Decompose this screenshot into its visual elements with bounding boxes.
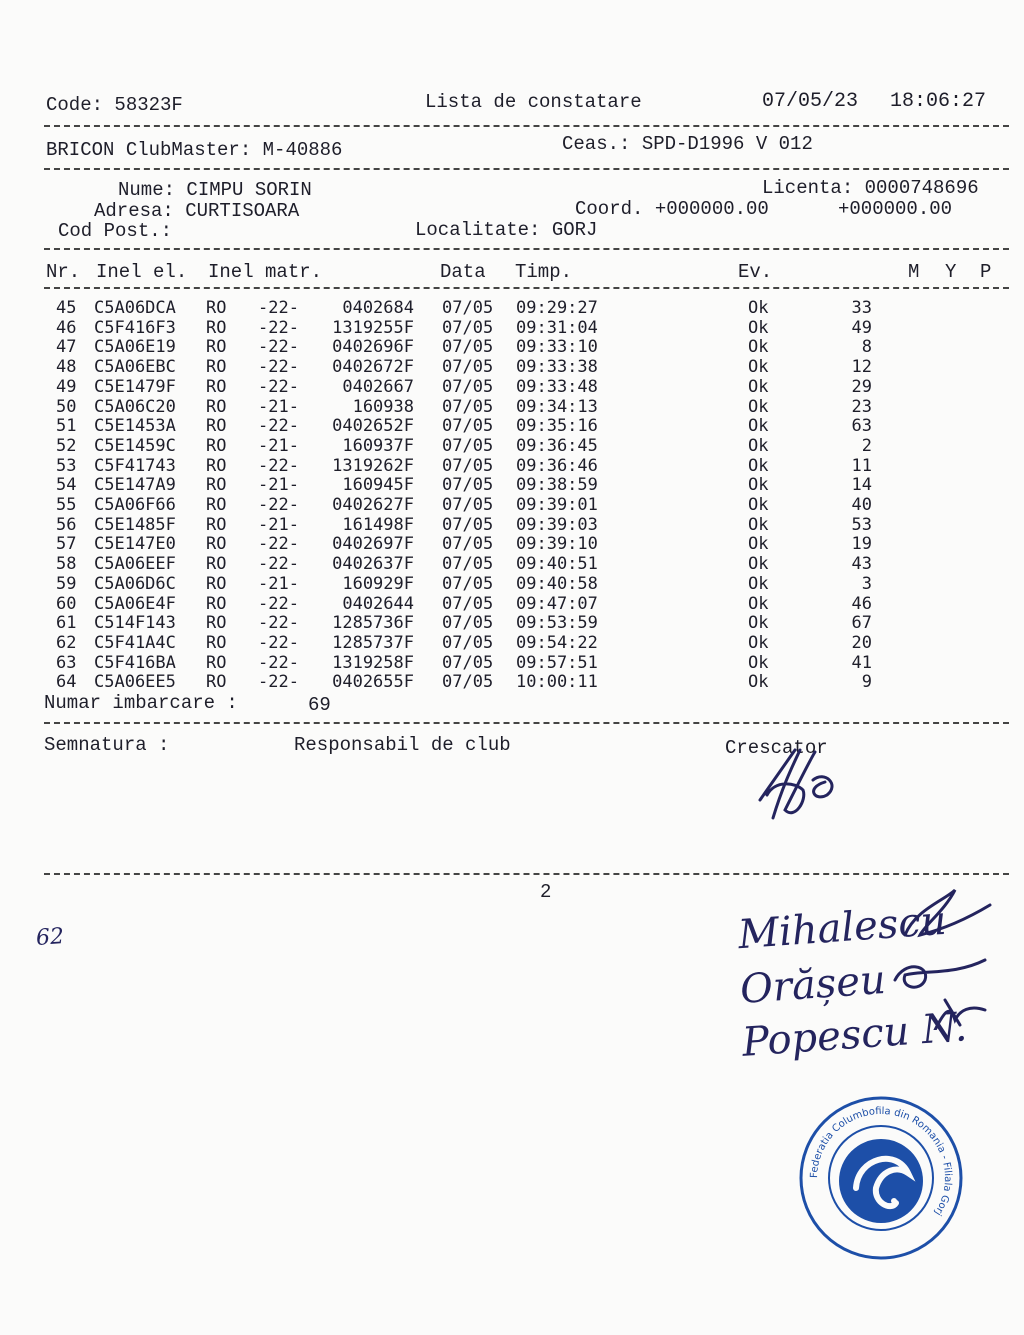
- cell-ev: Ok: [748, 357, 769, 378]
- cell-date: 07/05: [442, 573, 494, 594]
- club-label: BRICON ClubMaster: M-40886: [46, 139, 343, 161]
- cell-el: C5E147E0: [94, 534, 176, 555]
- cell-year: -22-: [258, 613, 299, 634]
- cell-date: 07/05: [442, 534, 494, 555]
- cell-time: 09:47:07: [516, 593, 598, 614]
- cell-matr: 1319262F: [332, 455, 414, 476]
- cell-date: 07/05: [442, 495, 494, 515]
- table-row: [44, 357, 944, 377]
- col-nr: Nr.: [46, 261, 81, 283]
- cell-matr: 1319258F: [332, 652, 414, 673]
- cell-el: C5E1485F: [94, 514, 176, 535]
- table-row: [44, 475, 944, 495]
- cell-date: 07/05: [442, 554, 494, 575]
- cell-nr: 55: [56, 495, 77, 515]
- cell-year: -22-: [258, 298, 299, 318]
- cell-time: 09:36:45: [516, 435, 598, 456]
- cell-nr: 64: [56, 672, 77, 693]
- cell-date: 07/05: [442, 435, 494, 456]
- cell-time: 09:40:51: [516, 554, 598, 575]
- table-row: [44, 337, 944, 357]
- cell-matr: 0402644: [342, 593, 414, 614]
- cell-rank: 23: [851, 396, 872, 417]
- cell-el: C5F416BA: [94, 652, 176, 673]
- cell-matr: 161498F: [342, 514, 414, 535]
- cell-nr: 56: [56, 514, 77, 535]
- svg-text:Federatia Columbofila din Roma: Federatia Columbofila din Romania - Filiala Gorj: [808, 1105, 954, 1218]
- table-row: [44, 653, 944, 673]
- cell-nr: 62: [56, 632, 77, 653]
- cell-nr: 52: [56, 435, 77, 456]
- cell-time: 09:35:16: [516, 416, 598, 437]
- cell-el: C5E1453A: [94, 416, 176, 437]
- cell-date: 07/05: [442, 613, 494, 634]
- cell-el: C5A06F66: [94, 495, 176, 515]
- table-row: [44, 495, 944, 515]
- col-date: Data: [440, 261, 486, 283]
- cell-el: C5F416F3: [94, 317, 176, 338]
- cell-time: 09:53:59: [516, 613, 598, 634]
- cell-ev: Ok: [748, 475, 769, 496]
- col-ring-el: Inel el.: [96, 261, 188, 283]
- cell-rank: 63: [851, 416, 872, 437]
- cell-country: RO: [206, 613, 227, 634]
- col-m: M: [908, 261, 920, 283]
- cell-matr: 1319255F: [332, 317, 414, 338]
- owner-address: Adresa: CURTISOARA: [94, 200, 300, 222]
- cell-matr: 0402637F: [332, 554, 414, 575]
- cell-year: -22-: [258, 672, 299, 693]
- cell-country: RO: [206, 652, 227, 673]
- cell-time: 09:57:51: [516, 652, 598, 673]
- cell-rank: 9: [861, 672, 872, 693]
- cell-date: 07/05: [442, 593, 494, 614]
- cell-el: C5E1459C: [94, 435, 176, 456]
- cell-date: 07/05: [442, 376, 494, 397]
- committee-name-3: Popescu N.: [740, 1004, 969, 1066]
- cell-matr: 0402652F: [332, 416, 414, 437]
- cell-ev: Ok: [748, 455, 769, 476]
- cell-time: 09:40:58: [516, 573, 598, 594]
- cell-rank: 46: [851, 593, 872, 614]
- cell-year: -22-: [258, 632, 299, 653]
- cell-time: 09:39:10: [516, 534, 598, 555]
- cell-year: -22-: [258, 554, 299, 575]
- boarding-count: 69: [308, 694, 331, 716]
- cell-rank: 19: [851, 534, 872, 555]
- cell-rank: 14: [851, 475, 872, 496]
- cell-rank: 2: [861, 435, 872, 456]
- cell-ev: Ok: [748, 573, 769, 594]
- cell-matr: 0402684: [342, 298, 414, 318]
- cell-year: -22-: [258, 495, 299, 515]
- clock-label: Ceas.: SPD-D1996 V 012: [562, 133, 813, 155]
- cell-time: 09:34:13: [516, 396, 598, 417]
- cell-country: RO: [206, 534, 227, 555]
- cell-matr: 0402672F: [332, 357, 414, 378]
- cell-country: RO: [206, 337, 227, 358]
- cell-year: -22-: [258, 652, 299, 673]
- cell-rank: 43: [851, 554, 872, 575]
- col-ring-matr: Inel matr.: [208, 261, 323, 283]
- cell-country: RO: [206, 573, 227, 594]
- cell-ev: Ok: [748, 416, 769, 437]
- cell-year: -22-: [258, 376, 299, 397]
- cell-date: 07/05: [442, 416, 494, 437]
- cell-nr: 48: [56, 357, 77, 378]
- cell-date: 07/05: [442, 357, 494, 378]
- cell-year: -22-: [258, 337, 299, 358]
- cell-year: -22-: [258, 534, 299, 555]
- table-row: [44, 534, 944, 554]
- cell-ev: Ok: [748, 652, 769, 673]
- cell-el: C5A06C20: [94, 396, 176, 417]
- cell-year: -22-: [258, 593, 299, 614]
- cell-matr: 1285737F: [332, 632, 414, 653]
- cell-country: RO: [206, 376, 227, 397]
- cell-time: 09:33:48: [516, 376, 598, 397]
- coord-value: +000000.00: [838, 198, 953, 220]
- cell-ev: Ok: [748, 534, 769, 555]
- divider: [44, 125, 1009, 127]
- cell-country: RO: [206, 357, 227, 378]
- cell-el: C5A06D6C: [94, 573, 176, 594]
- table-row: [44, 416, 944, 436]
- cell-country: RO: [206, 672, 227, 693]
- cell-country: RO: [206, 317, 227, 338]
- cell-nr: 60: [56, 593, 77, 614]
- cell-nr: 57: [56, 534, 77, 555]
- col-time: Timp.: [515, 261, 573, 283]
- cell-rank: 11: [851, 455, 872, 476]
- cell-ev: Ok: [748, 632, 769, 653]
- cell-ev: Ok: [748, 514, 769, 535]
- cell-time: 09:38:59: [516, 475, 598, 496]
- cell-year: -22-: [258, 357, 299, 378]
- cell-nr: 59: [56, 573, 77, 594]
- cell-time: 09:33:10: [516, 337, 598, 358]
- cell-country: RO: [206, 455, 227, 476]
- cell-time: 09:39:03: [516, 514, 598, 535]
- cell-date: 07/05: [442, 455, 494, 476]
- cell-year: -21-: [258, 475, 299, 496]
- cell-date: 07/05: [442, 337, 494, 358]
- document-title: Lista de constatare: [425, 91, 642, 113]
- cell-ev: Ok: [748, 554, 769, 575]
- cell-matr: 160929F: [342, 573, 414, 594]
- cell-ev: Ok: [748, 376, 769, 397]
- cell-el: C514F143: [94, 613, 176, 634]
- cell-time: 09:33:38: [516, 357, 598, 378]
- cell-nr: 53: [56, 455, 77, 476]
- cell-country: RO: [206, 495, 227, 515]
- signature-label: Semnatura :: [44, 734, 170, 756]
- cell-country: RO: [206, 593, 227, 614]
- cell-matr: 160938: [352, 396, 414, 417]
- table-row: [44, 594, 944, 614]
- cell-year: -22-: [258, 455, 299, 476]
- cell-year: -21-: [258, 435, 299, 456]
- cell-ev: Ok: [748, 298, 769, 318]
- cell-country: RO: [206, 416, 227, 437]
- divider: [44, 287, 1009, 289]
- cell-el: C5A06EE5: [94, 672, 176, 693]
- cell-rank: 40: [851, 495, 872, 515]
- club-responsible-label: Responsabil de club: [294, 734, 511, 756]
- cell-el: C5A06EBC: [94, 357, 176, 378]
- col-y: Y: [945, 261, 957, 283]
- cell-date: 07/05: [442, 298, 494, 318]
- page-number: 2: [540, 881, 552, 903]
- cell-matr: 1285736F: [332, 613, 414, 634]
- cell-matr: 0402627F: [332, 495, 414, 515]
- coord-label: Coord. +000000.00: [575, 198, 769, 220]
- cell-nr: 63: [56, 652, 77, 673]
- table-row: [44, 672, 944, 692]
- table-row: [44, 633, 944, 653]
- table-row: [44, 574, 944, 594]
- cell-el: C5E1479F: [94, 376, 176, 397]
- cell-ev: Ok: [748, 435, 769, 456]
- cell-el: C5A06DCA: [94, 298, 176, 318]
- committee-name-1: Mihalescu: [736, 897, 948, 959]
- cell-country: RO: [206, 554, 227, 575]
- cell-ev: Ok: [748, 593, 769, 614]
- print-date: 07/05/23: [762, 90, 859, 113]
- col-p: P: [980, 261, 992, 283]
- cell-el: C5A06E19: [94, 337, 176, 358]
- cell-ev: Ok: [748, 317, 769, 338]
- cell-ev: Ok: [748, 672, 769, 693]
- cell-date: 07/05: [442, 475, 494, 496]
- breeder-label: Crescator: [725, 737, 828, 759]
- cell-country: RO: [206, 514, 227, 535]
- cell-rank: 33: [851, 298, 872, 318]
- cell-year: -22-: [258, 416, 299, 437]
- committee-name-2: Orășeu: [738, 956, 888, 1014]
- cell-year: -22-: [258, 317, 299, 338]
- cell-time: 09:29:27: [516, 298, 598, 318]
- cell-matr: 0402697F: [332, 534, 414, 555]
- table-row: [44, 397, 944, 417]
- cell-time: 09:36:46: [516, 455, 598, 476]
- committee-signatures: [885, 880, 1005, 1030]
- cell-nr: 46: [56, 317, 77, 338]
- cell-rank: 53: [851, 514, 872, 535]
- cell-matr: 0402655F: [332, 672, 414, 693]
- owner-license: Licenta: 0000748696: [762, 177, 979, 199]
- table-row: [44, 554, 944, 574]
- breeder-signature: [755, 740, 865, 830]
- table-row: [44, 318, 944, 338]
- cell-ev: Ok: [748, 337, 769, 358]
- cell-time: 09:54:22: [516, 632, 598, 653]
- divider: [44, 248, 1009, 250]
- print-time: 18:06:27: [890, 90, 987, 113]
- cell-nr: 47: [56, 337, 77, 358]
- cell-nr: 49: [56, 376, 77, 397]
- cell-matr: 160945F: [342, 475, 414, 496]
- cell-time: 09:39:01: [516, 495, 598, 515]
- cell-matr: 0402696F: [332, 337, 414, 358]
- federation-stamp: [796, 1093, 966, 1263]
- postal-code: Cod Post.:: [58, 220, 173, 242]
- locality: Localitate: GORJ: [415, 219, 598, 241]
- owner-name: Nume: CIMPU SORIN: [118, 179, 312, 201]
- cell-rank: 67: [851, 613, 872, 634]
- cell-el: C5A06E4F: [94, 593, 176, 614]
- cell-date: 07/05: [442, 672, 494, 693]
- divider: [44, 873, 1009, 875]
- cell-rank: 41: [851, 652, 872, 673]
- boarding-label: Numar imbarcare :: [44, 692, 238, 714]
- cell-date: 07/05: [442, 632, 494, 653]
- cell-matr: 160937F: [342, 435, 414, 456]
- cell-rank: 29: [851, 376, 872, 397]
- cell-nr: 50: [56, 396, 77, 417]
- cell-ev: Ok: [748, 495, 769, 515]
- cell-nr: 51: [56, 416, 77, 437]
- divider: [44, 168, 1009, 170]
- cell-ev: Ok: [748, 396, 769, 417]
- cell-year: -21-: [258, 573, 299, 594]
- divider: [44, 722, 1009, 724]
- table-row: [44, 298, 944, 318]
- cell-rank: 8: [861, 337, 872, 358]
- cell-el: C5E147A9: [94, 475, 176, 496]
- cell-rank: 3: [861, 573, 872, 594]
- cell-el: C5F41743: [94, 455, 176, 476]
- table-row: [44, 436, 944, 456]
- cell-country: RO: [206, 298, 227, 318]
- cell-year: -21-: [258, 514, 299, 535]
- cell-country: RO: [206, 475, 227, 496]
- cell-nr: 45: [56, 298, 77, 318]
- cell-el: C5F41A4C: [94, 632, 176, 653]
- code-label: Code: 58323F: [46, 94, 183, 116]
- cell-el: C5A06EEF: [94, 554, 176, 575]
- table-row: [44, 515, 944, 535]
- cell-country: RO: [206, 632, 227, 653]
- cell-country: RO: [206, 396, 227, 417]
- table-row: [44, 613, 944, 633]
- cell-time: 09:31:04: [516, 317, 598, 338]
- cell-date: 07/05: [442, 317, 494, 338]
- cell-nr: 58: [56, 554, 77, 575]
- cell-time: 10:00:11: [516, 672, 598, 693]
- cell-matr: 0402667: [342, 376, 414, 397]
- cell-date: 07/05: [442, 396, 494, 417]
- col-ev: Ev.: [738, 261, 773, 283]
- cell-nr: 61: [56, 613, 77, 634]
- table-row: [44, 456, 944, 476]
- cell-date: 07/05: [442, 514, 494, 535]
- table-row: [44, 377, 944, 397]
- cell-year: -21-: [258, 396, 299, 417]
- cell-country: RO: [206, 435, 227, 456]
- cell-rank: 49: [851, 317, 872, 338]
- cell-rank: 20: [851, 632, 872, 653]
- page-mark: 62: [35, 924, 65, 951]
- cell-rank: 12: [851, 357, 872, 378]
- cell-date: 07/05: [442, 652, 494, 673]
- cell-ev: Ok: [748, 613, 769, 634]
- cell-nr: 54: [56, 475, 77, 496]
